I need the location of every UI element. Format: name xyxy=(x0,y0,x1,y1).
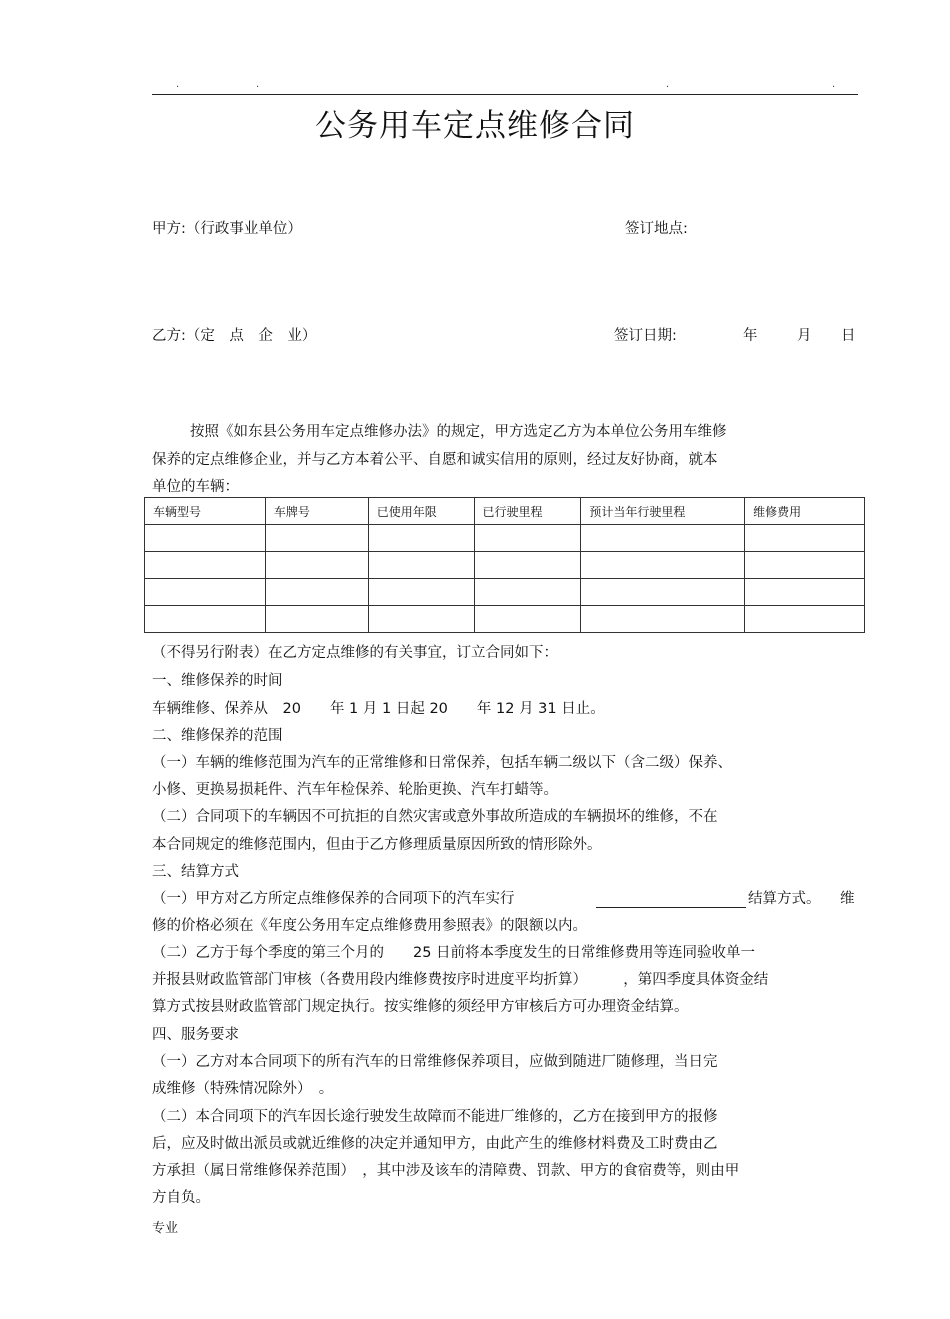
section-heading: 四、服务要求 xyxy=(152,1027,239,1043)
section-heading: 三、结算方式 xyxy=(152,864,239,880)
body-line: 维 xyxy=(840,891,855,907)
body-line: （一）车辆的维修范围为汽车的正常维修和日常保养，包括车辆二级以下（含二级）保养、 xyxy=(152,755,732,771)
table-row xyxy=(145,525,865,552)
footer-label: 专业 xyxy=(152,1221,179,1236)
settlement-blank-line xyxy=(596,893,746,908)
table-cell xyxy=(745,579,865,606)
section-heading: 一、维修保养的时间 xyxy=(152,673,283,689)
table-cell xyxy=(368,606,474,633)
table-cell xyxy=(581,606,745,633)
table-cell xyxy=(581,579,745,606)
body-line: 方自负。 xyxy=(152,1190,210,1206)
table-cell xyxy=(474,606,581,633)
table-cell xyxy=(145,606,266,633)
document-title: 公务用车定点维修合同 xyxy=(315,108,635,144)
table-header-cell: 已行驶里程 xyxy=(474,498,581,525)
table-cell xyxy=(145,525,266,552)
table-cell xyxy=(745,525,865,552)
table-cell xyxy=(368,579,474,606)
table-cell xyxy=(474,525,581,552)
party-a-label: 甲方:（行政事业单位） xyxy=(152,221,302,237)
table-cell xyxy=(265,552,368,579)
table-cell xyxy=(745,606,865,633)
header-dot: . xyxy=(176,79,180,90)
table-cell xyxy=(368,552,474,579)
body-line: 成维修（特殊情况除外） 。 xyxy=(152,1081,334,1097)
header-rule xyxy=(152,94,858,95)
body-line: 小修、更换易损耗件、汽车年检保养、轮胎更换、汽车打蜡等。 xyxy=(152,782,558,798)
table-header-cell: 车辆型号 xyxy=(145,498,266,525)
date-month: 月 xyxy=(797,328,812,344)
body-line: 本合同规定的维修范围内，但由于乙方修理质量原因所致的情形除外。 xyxy=(152,837,602,853)
signing-date-label: 签订日期: xyxy=(614,328,677,344)
body-line: 并报县财政监管部门审核（各费用段内维修费按序时进度平均折算） ，第四季度具体资金结 xyxy=(152,972,769,988)
date-day: 日 xyxy=(841,328,856,344)
vehicle-table xyxy=(144,497,865,633)
body-line: 结算方式。 xyxy=(748,891,821,907)
body-line: 车辆维修、保养从 20 年 1 月 1 日起 20 年 12 月 31 日止。 xyxy=(152,701,605,717)
body-line: （一）甲方对乙方所定点维修保养的合同项下的汽车实行 xyxy=(152,891,515,907)
table-cell xyxy=(745,552,865,579)
table-cell xyxy=(145,552,266,579)
body-line: （不得另行附表）在乙方定点维修的有关事宜，订立合同如下： xyxy=(152,645,558,661)
table-row xyxy=(145,579,865,606)
header-dot: . xyxy=(666,79,670,90)
intro-line: 保养的定点维修企业，并与乙方本着公平、自愿和诚实信用的原则，经过友好协商，就本 xyxy=(152,452,718,468)
body-line: （二）合同项下的车辆因不可抗拒的自然灾害或意外事故所造成的车辆损坏的维修，不在 xyxy=(152,809,718,825)
table-row xyxy=(145,606,865,633)
body-line: （二）乙方于每个季度的第三个月的 25 日前将本季度发生的日常维修费用等连同验收单一 xyxy=(152,945,756,961)
table-cell xyxy=(474,552,581,579)
intro-line: 按照《如东县公务用车定点维修办法》的规定，甲方选定乙方为本单位公务用车维修 xyxy=(190,424,727,440)
table-row xyxy=(145,552,865,579)
table-cell xyxy=(581,525,745,552)
intro-line: 单位的车辆： xyxy=(152,479,239,495)
table-header-cell: 维修费用 xyxy=(745,498,865,525)
table-cell xyxy=(145,579,266,606)
table-cell xyxy=(265,525,368,552)
section-heading: 二、维修保养的范围 xyxy=(152,728,283,744)
table-cell xyxy=(265,606,368,633)
body-line: 后，应及时做出派员或就近维修的决定并通知甲方，由此产生的维修材料费及工时费由乙 xyxy=(152,1136,718,1152)
table-cell xyxy=(474,579,581,606)
body-line: （一）乙方对本合同项下的所有汽车的日常维修保养项目，应做到随进厂随修理，当日完 xyxy=(152,1054,718,1070)
party-b-label: 乙方:（定 点 企 业） xyxy=(152,328,317,344)
date-year: 年 xyxy=(743,328,758,344)
table-cell xyxy=(368,525,474,552)
table-header-row xyxy=(145,498,865,525)
body-line: 算方式按县财政监管部门规定执行。按实维修的须经甲方审核后方可办理资金结算。 xyxy=(152,999,689,1015)
table-cell xyxy=(265,579,368,606)
header-dot: . xyxy=(832,79,836,90)
body-line: 修的价格必须在《年度公务用车定点维修费用参照表》的限额以内。 xyxy=(152,918,587,934)
table-header-cell: 车牌号 xyxy=(265,498,368,525)
table-header-cell: 预计当年行驶里程 xyxy=(581,498,745,525)
signing-place-label: 签订地点: xyxy=(625,221,688,237)
header-dot: . xyxy=(256,79,260,90)
body-line: （二）本合同项下的汽车因长途行驶发生故障而不能进厂维修的，乙方在接到甲方的报修 xyxy=(152,1109,718,1125)
table-header-cell: 已使用年限 xyxy=(368,498,474,525)
body-line: 方承担（属日常维修保养范围） ，其中涉及该车的清障费、罚款、甲方的食宿费等，则由甲 xyxy=(152,1163,740,1179)
table-cell xyxy=(581,552,745,579)
